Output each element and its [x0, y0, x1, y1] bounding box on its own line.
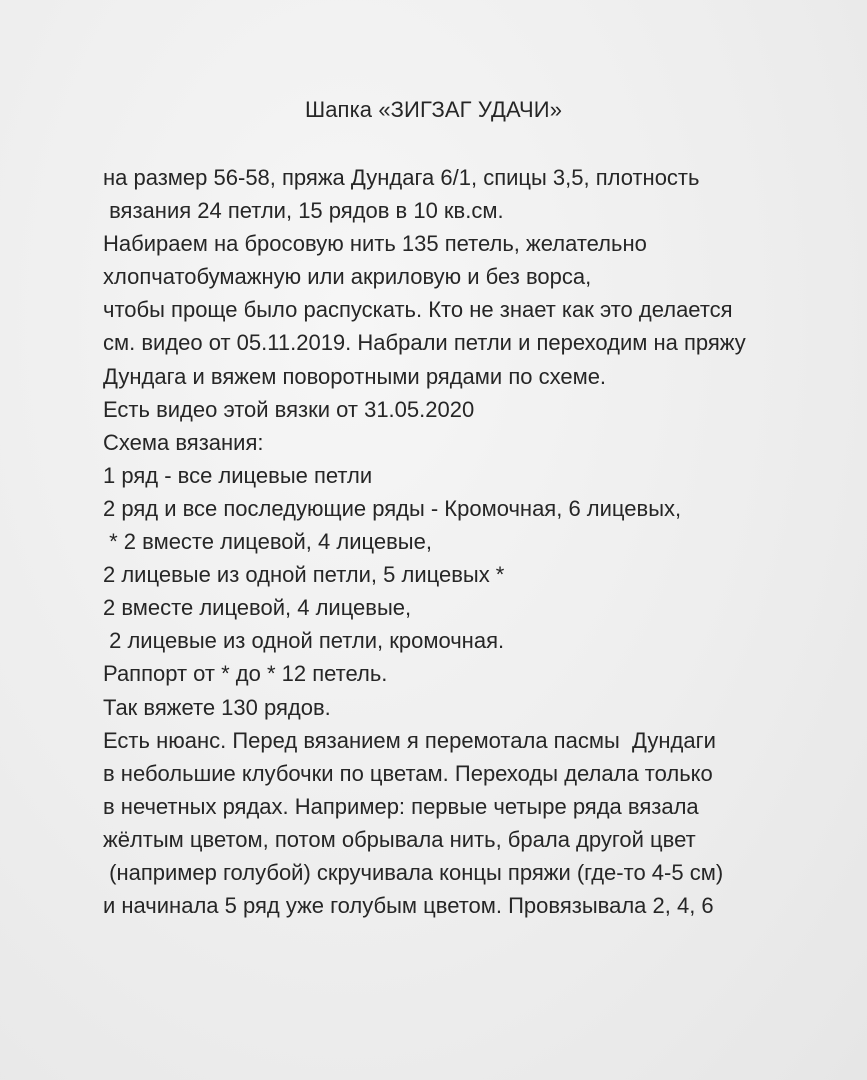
text-line: Так вяжете 130 рядов.: [103, 694, 331, 720]
text-line: на размер 56-58, пряжа Дундага 6/1, спицы 3,5, плотность: [103, 165, 700, 190]
text-line: см. видео от 05.11.2019. Набрали петли и переходим на пряжу: [103, 330, 746, 356]
text-line: Есть видео этой вязки от 31.05.2020: [103, 396, 475, 422]
text-line: (например голубой) скручивала концы пряжи (где-то 4-5 см): [103, 859, 724, 885]
text-line: в небольшие клубочки по цветам. Переходы делала только: [103, 760, 713, 786]
text-line: 2 лицевые из одной петли, 5 лицевых *: [103, 562, 505, 588]
document-title: Шапка «ЗИГЗАГ УДАЧИ»: [304, 97, 563, 122]
text-line: вязания 24 петли, 15 рядов в 10 кв.см.: [103, 198, 504, 224]
text-line: Раппорт от * до * 12 петель.: [103, 661, 388, 687]
text-line: Схема вязания:: [103, 429, 264, 455]
text-line: 1 ряд - все лицевые петли: [103, 462, 373, 488]
text-line: хлопчатобумажную или акриловую и без ворса,: [103, 264, 592, 290]
document-body: [103, 161, 823, 922]
text-line: * 2 вместе лицевой, 4 лицевые,: [103, 529, 432, 555]
text-line: Есть нюанс. Перед вязанием я перемотала пасмы Дундаги: [103, 727, 716, 753]
text-line: и начинала 5 ряд уже голубым цветом. Провязывала 2, 4, 6: [103, 893, 714, 919]
text-line: Набираем на бросовую нить 135 петель, желательно: [103, 231, 647, 257]
text-line: жёлтым цветом, потом обрывала нить, брала другой цвет: [103, 826, 696, 852]
text-line: в нечетных рядах. Например: первые четыре ряда вязала: [103, 793, 699, 819]
text-line: 2 ряд и все последующие ряды - Кромочная, 6 лицевых,: [103, 495, 682, 521]
text-line: 2 вместе лицевой, 4 лицевые,: [103, 595, 412, 621]
text-line: Дундага и вяжем поворотными рядами по схеме.: [103, 363, 607, 389]
text-line: 2 лицевые из одной петли, кромочная.: [103, 628, 505, 654]
text-line: чтобы проще было распускать. Кто не знает как это делается: [103, 297, 733, 323]
document-title-wrapper: [0, 95, 867, 125]
